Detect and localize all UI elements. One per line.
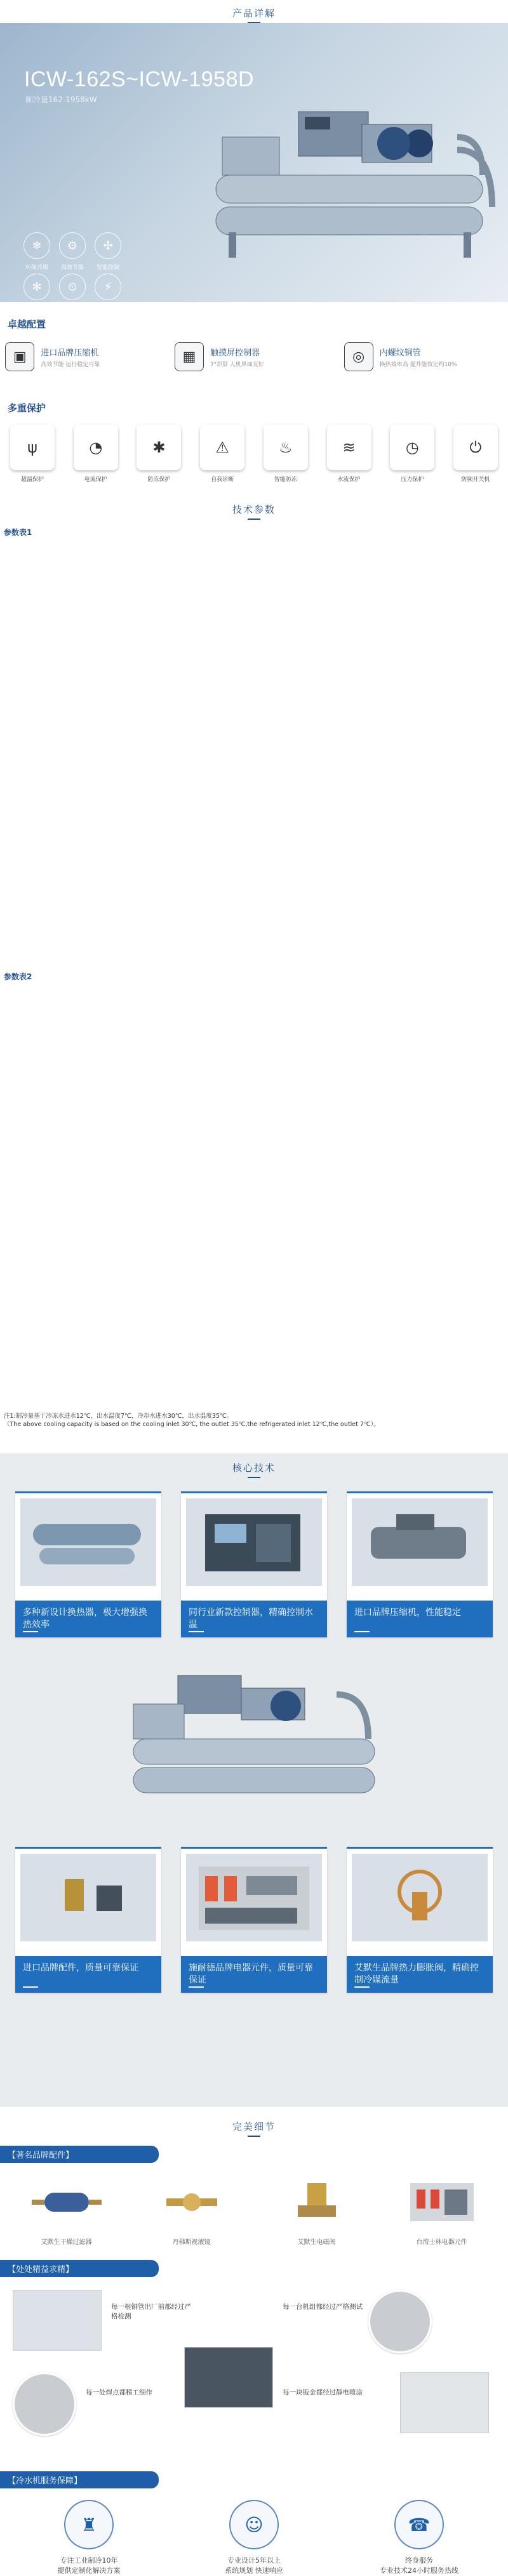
weld-image — [13, 2372, 76, 2436]
config-item-compressor — [5, 342, 164, 371]
protection-label: 压力保护 — [401, 477, 424, 483]
service-desc: 系统规划 快速响应 — [225, 2566, 283, 2575]
hero-feature-4 — [19, 274, 55, 300]
chiller-unit-image — [203, 99, 495, 270]
protection-label: 水流保护 — [337, 477, 361, 483]
config-heading: 卓越配置 — [8, 319, 46, 330]
temp-icon: ♨ — [264, 425, 308, 470]
expansion-card — [347, 1847, 493, 1993]
core-tech-section — [0, 1453, 508, 2107]
config-item-desc: 7"彩屏 人机界面友好 — [210, 361, 264, 368]
efficiency-icon: ⚙ — [59, 232, 86, 259]
protection-item — [8, 425, 57, 483]
service-row — [0, 2488, 508, 2576]
sight-glass — [138, 2172, 246, 2246]
service-desc: 专业技术24小时服务热线 — [380, 2566, 458, 2575]
process-text: 每一台机组都经过严格测试 — [283, 2303, 363, 2311]
hero-model-range: ICW-162S~ICW-1958D — [24, 67, 255, 91]
copper-tube-image — [13, 2290, 102, 2351]
core-title-text: 核心技术 — [232, 1462, 276, 1474]
config-item-tube — [344, 342, 503, 371]
phase-icon: ✱ — [137, 425, 181, 470]
process-text: 每一块钣金都经过静电喷涂 — [283, 2389, 363, 2396]
protection-item — [71, 425, 121, 483]
shell-tube-image — [20, 1498, 156, 1586]
core-card-caption: 同行业新款控制器，精确控制水温 — [181, 1601, 327, 1637]
overload-icon: ψ — [10, 425, 55, 470]
protection-item — [197, 425, 247, 483]
panel-image — [400, 2372, 489, 2433]
detail-section — [0, 2120, 508, 2576]
config-item-touchscreen — [175, 342, 333, 371]
process-block — [0, 2277, 508, 2467]
table-note — [4, 1412, 380, 1429]
coating-image — [368, 2290, 432, 2353]
solenoid-valve — [263, 2172, 371, 2246]
core-card-caption: 施耐德品牌电器元件，质量可靠保证 — [181, 1956, 327, 1993]
title-underline — [248, 2136, 260, 2137]
fittings-heading: 【著名品牌配件】 — [0, 2146, 159, 2163]
note-line-2: （The above cooling capacity is based on the cooling inlet 30℃, the outlet 35℃,the refrigerated inlet 12℃,the outlet 7℃）。 — [4, 1421, 380, 1428]
plc-image — [186, 1498, 322, 1586]
hero-feature-5 — [55, 274, 90, 300]
timer-icon: ⏲ — [59, 274, 86, 300]
detail-title-text: 产品详解 — [232, 8, 276, 19]
pressure-icon: ◷ — [390, 425, 434, 470]
support-icon: ☎ — [394, 2500, 444, 2549]
fitting-label: 艾默生干燥过滤器 — [41, 2239, 92, 2246]
config-item-title: 进口品牌压缩机 — [41, 348, 99, 358]
hero-feature-6 — [90, 274, 126, 300]
protection-item — [451, 425, 500, 483]
protection-item — [134, 425, 184, 483]
electrical-card — [181, 1847, 327, 1993]
touchscreen-icon: ▦ — [175, 342, 204, 371]
protection-item — [261, 425, 311, 483]
hero-feature-2 — [55, 232, 90, 271]
flow-icon: ≋ — [327, 425, 371, 470]
compressor-icon: ▣ — [5, 342, 34, 371]
filter-drier — [13, 2172, 121, 2246]
config-item-desc: 换热效率高 提升能效比约10% — [379, 361, 457, 368]
config-item-title: 内螺纹铜管 — [379, 348, 421, 358]
delay-icon: ⏻ — [453, 425, 498, 470]
protection-heading: 多重保护 — [8, 402, 46, 414]
protection-item — [324, 425, 374, 483]
service-item — [190, 2500, 318, 2576]
process-text: 每一处焊点都精工细作 — [86, 2389, 152, 2396]
factory-icon: ♜ — [64, 2500, 114, 2549]
title-underline — [248, 519, 260, 520]
fitting-label: 艾默生电磁阀 — [297, 2239, 336, 2246]
valve-card — [15, 1847, 161, 1993]
compressor-image — [352, 1498, 488, 1586]
protection-label: 防冻保护 — [147, 477, 171, 483]
service-title: 专业设计5年以上 — [227, 2556, 281, 2565]
shell-tube-card — [15, 1491, 161, 1637]
refrigerant-icon: ❄ — [23, 232, 50, 259]
plc-card — [181, 1491, 327, 1637]
protection-label: 防频开关机 — [461, 477, 490, 483]
protection-item — [387, 425, 437, 483]
title-underline — [248, 1477, 260, 1478]
hero-feature-label: 环保冷媒 — [25, 265, 48, 271]
spec-title-text: 技术参数 — [232, 504, 276, 515]
spec-section-title — [0, 503, 508, 520]
service-heading: 【冷水机服务保障】 — [0, 2471, 159, 2488]
expansion-image — [352, 1854, 488, 1941]
hero-feature-label: 智能控制 — [96, 265, 119, 271]
note-line-1: 注1:制冷量基于冷冻水进水12℃，出水温度7℃，冷却水进水30℃，出水温度35℃。 — [4, 1413, 233, 1420]
contactor — [388, 2172, 496, 2246]
chiller-center-image — [127, 1669, 381, 1809]
test-image — [184, 2347, 273, 2408]
staff-icon: ☺ — [229, 2500, 279, 2549]
protection-label: 智能防冻 — [274, 477, 297, 483]
core-card-caption: 进口品牌压缩机，性能稳定 — [347, 1601, 493, 1637]
table1-label: 参数表1 — [4, 528, 32, 537]
process-text: 每一根铜管出厂前都经过严格检测 — [111, 2303, 191, 2320]
hero-subtitle: 制冷量162-1958kW — [25, 95, 97, 104]
fault-icon: ⚠ — [200, 425, 244, 470]
config-item-desc: 高效节能 运行稳定可靠 — [41, 361, 100, 368]
core-section-title — [0, 1453, 508, 1478]
hero-feature-3 — [90, 232, 126, 271]
config-section — [0, 317, 508, 371]
hero-banner — [0, 23, 508, 302]
table2-label: 参数表2 — [4, 972, 32, 981]
fine-section-title — [0, 2120, 508, 2137]
protection-label: 电流保护 — [84, 477, 107, 483]
protection-label: 超温保护 — [20, 477, 44, 483]
fitting-label: 丹佛斯视液镜 — [172, 2239, 211, 2246]
process-heading: 【处处精益求精】 — [0, 2260, 159, 2277]
control-icon: ✣ — [95, 232, 121, 259]
service-title: 终身服务 — [405, 2556, 433, 2565]
protection-section — [0, 401, 508, 483]
tube-icon: ◎ — [344, 342, 373, 371]
fittings-row — [0, 2163, 508, 2246]
service-desc: 提供定制化解决方案 — [57, 2566, 121, 2575]
hero-feature-label: 高效节能 — [60, 265, 84, 271]
config-item-title: 触摸屏控制器 — [210, 348, 260, 358]
fan-icon: ✻ — [23, 274, 50, 300]
service-title: 专注工业制冷10年 — [60, 2556, 118, 2565]
core-card-caption: 艾默生品牌热力膨胀阀，精确控制冷媒流量 — [347, 1956, 493, 1993]
compressor-card — [347, 1491, 493, 1637]
fine-title-text: 完美细节 — [232, 2121, 276, 2132]
fitting-label: 台湾士林电器元件 — [416, 2239, 467, 2246]
core-card-caption: 进口品牌配件，质量可靠保证 — [15, 1956, 161, 1993]
service-item — [356, 2500, 483, 2576]
hero-feature-1 — [19, 232, 55, 271]
core-card-caption: 多种新设计换热器，极大增强换热效率 — [15, 1601, 161, 1637]
current-icon: ◔ — [74, 425, 118, 470]
plug-icon: ⚡ — [95, 274, 121, 300]
detail-section-title — [0, 6, 508, 23]
service-item — [25, 2500, 152, 2576]
electrical-image — [186, 1854, 322, 1941]
protection-label: 自我诊断 — [211, 477, 234, 483]
valve-image — [20, 1854, 156, 1941]
